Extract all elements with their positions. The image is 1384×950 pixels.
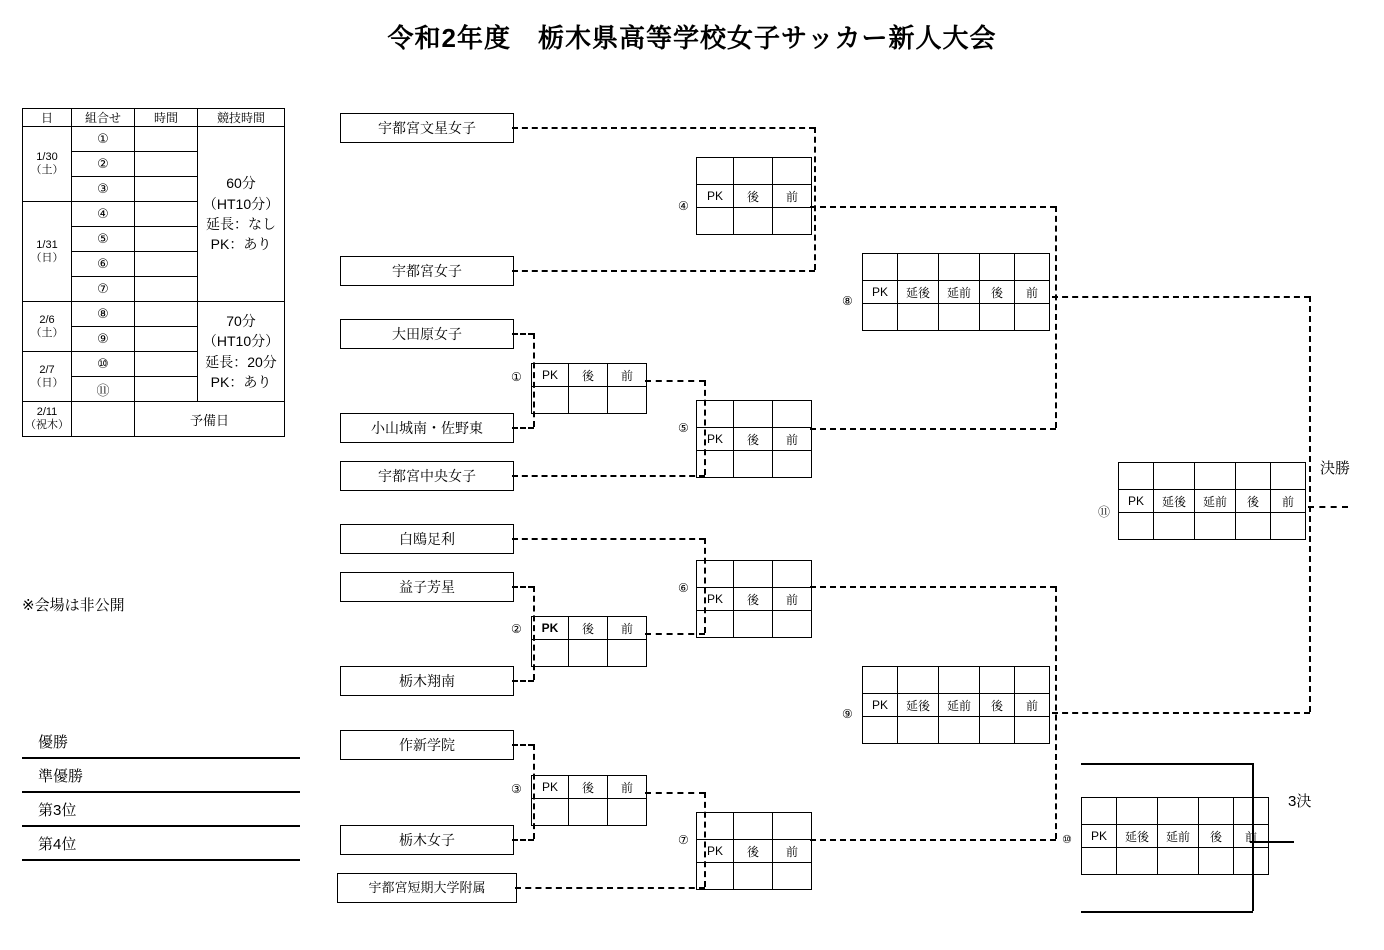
- cell-pk: PK: [1119, 490, 1154, 513]
- connector-line: [1309, 296, 1311, 712]
- cell-first-half: 前: [1015, 281, 1050, 304]
- cell-second-half: 後: [569, 776, 608, 799]
- connector-line: [512, 586, 534, 588]
- match-label-3: ③: [511, 782, 522, 796]
- cell-first-half: 前: [1234, 825, 1269, 848]
- third-place-label: 3決: [1288, 793, 1312, 810]
- cell-second-half: 後: [980, 281, 1015, 304]
- duration-cell-second: [198, 302, 285, 402]
- connector-line: [1308, 506, 1348, 508]
- connector-line: [512, 127, 815, 129]
- score-cell: [773, 611, 812, 638]
- score-cell: [773, 208, 812, 235]
- match-number-4: ④: [72, 202, 135, 227]
- connector-line: [810, 586, 1056, 588]
- score-cell: [532, 387, 569, 414]
- page-title: 令和2年度 栃木県高等学校女子サッカー新人大会: [387, 23, 997, 53]
- score-cell: [734, 208, 773, 235]
- connector-line: [645, 380, 705, 382]
- team-box-6: 白鴎足利: [340, 524, 514, 554]
- duration-line-4: PK：あり: [210, 373, 272, 390]
- duration-line-3: 延長：20分: [205, 353, 277, 370]
- match-time-3: [135, 177, 198, 202]
- date-line-1: 2/7: [39, 363, 55, 376]
- score-grid-11: [1118, 462, 1306, 540]
- score-cell: [1082, 798, 1117, 825]
- connector-line: [512, 270, 815, 272]
- score-cell: [898, 304, 939, 331]
- date-line-2: （日）: [30, 251, 64, 264]
- team-box-5: 宇都宮中央女子: [340, 461, 514, 491]
- score-cell: [608, 640, 647, 667]
- duration-cell-first: [198, 127, 285, 302]
- team-box-8: 栃木翔南: [340, 666, 514, 696]
- score-cell: [697, 611, 734, 638]
- score-cell: [1117, 798, 1158, 825]
- result-label-champion: 優勝: [38, 734, 69, 751]
- cell-second-half: 後: [980, 694, 1015, 717]
- match-time-7: [135, 277, 198, 302]
- cell-second-half: 後: [569, 617, 608, 640]
- schedule-table: [22, 108, 285, 437]
- score-cell: [532, 640, 569, 667]
- header-duration: 競技時間: [198, 109, 285, 127]
- score-cell: [898, 717, 939, 744]
- cell-et-first: 延前: [1195, 490, 1236, 513]
- cell-first-half: 前: [608, 617, 647, 640]
- score-cell: [697, 208, 734, 235]
- score-cell: [1236, 513, 1271, 540]
- cell-pk: PK: [697, 428, 734, 451]
- cell-et-first: 延前: [939, 281, 980, 304]
- cell-et-first: 延前: [1158, 825, 1199, 848]
- score-cell: [734, 158, 773, 185]
- team-box-1: 宇都宮文星女子: [340, 113, 514, 143]
- score-cell: [1119, 513, 1154, 540]
- cell-first-half: 前: [608, 364, 647, 387]
- score-cell: [1119, 463, 1154, 490]
- duration-line-2: （HT10分）: [202, 333, 280, 350]
- cell-pk: PK: [863, 694, 898, 717]
- team-box-3: 大田原女子: [340, 319, 514, 349]
- cell-first-half: 前: [773, 840, 812, 863]
- score-cell: [939, 254, 980, 281]
- connector-line: [645, 792, 705, 794]
- final-label: 決勝: [1320, 460, 1351, 477]
- cell-first-half: 前: [773, 428, 812, 451]
- score-cell: [1195, 513, 1236, 540]
- score-cell: [863, 254, 898, 281]
- list-item: [22, 759, 300, 793]
- score-cell: [980, 667, 1015, 694]
- score-cell: [697, 813, 734, 840]
- match-time-11: [135, 377, 198, 402]
- score-cell: [1154, 463, 1195, 490]
- cell-et-first: 延前: [939, 694, 980, 717]
- cell-pk: PK: [1082, 825, 1117, 848]
- cell-second-half: 後: [569, 364, 608, 387]
- date-cell-0207: [23, 352, 72, 402]
- score-cell: [773, 401, 812, 428]
- cell-second-half: 後: [734, 840, 773, 863]
- match-number-5: ⑤: [72, 227, 135, 252]
- match-label-8: ⑧: [842, 294, 853, 308]
- score-cell: [1271, 463, 1306, 490]
- cell-first-half: 前: [608, 776, 647, 799]
- score-grid-3: [531, 775, 647, 826]
- header-date: 日: [23, 109, 72, 127]
- score-cell: [980, 254, 1015, 281]
- match-label-10: ⑩: [1062, 834, 1072, 846]
- duration-line-3: 延長：なし: [206, 216, 276, 232]
- duration-line-1: 70分: [226, 312, 256, 329]
- score-cell: [863, 667, 898, 694]
- score-cell: [734, 813, 773, 840]
- match-number-7: ⑦: [72, 277, 135, 302]
- score-cell: [697, 561, 734, 588]
- match-label-2: ②: [511, 622, 522, 636]
- list-item: [22, 827, 300, 861]
- table-row-reserve: [23, 402, 285, 437]
- cell-pk: PK: [697, 840, 734, 863]
- score-cell: [734, 561, 773, 588]
- score-cell: [532, 799, 569, 826]
- score-grid-6: [696, 560, 812, 638]
- cell-pk: PK: [697, 185, 734, 208]
- connector-line: [810, 839, 1056, 841]
- score-cell: [734, 401, 773, 428]
- score-cell: [1015, 667, 1050, 694]
- connector-line: [512, 475, 705, 477]
- score-cell: [1199, 848, 1234, 875]
- date-cell-0206: [23, 302, 72, 352]
- score-cell: [939, 304, 980, 331]
- cell-pk: PK: [863, 281, 898, 304]
- cell-pk: PK: [532, 617, 569, 640]
- connector-line: [512, 333, 534, 335]
- connector-line: [515, 887, 705, 889]
- match-number-9: ⑨: [72, 327, 135, 352]
- score-grid-1: [531, 363, 647, 414]
- match-label-6: ⑥: [678, 581, 689, 595]
- match-number-1: ①: [72, 127, 135, 152]
- match-time-2: [135, 152, 198, 177]
- cell-pk: PK: [532, 364, 569, 387]
- date-line-1: 2/6: [39, 313, 55, 326]
- score-cell: [734, 451, 773, 478]
- match-label-1: ①: [511, 370, 522, 384]
- cell-second-half: 後: [1199, 825, 1234, 848]
- connector-line: [1052, 712, 1310, 714]
- connector-line: [512, 427, 534, 429]
- result-label-runnerup: 準優勝: [38, 768, 84, 785]
- score-cell: [697, 158, 734, 185]
- score-cell: [569, 799, 608, 826]
- score-cell: [1015, 254, 1050, 281]
- cell-et-second: 延後: [898, 694, 939, 717]
- score-cell: [898, 667, 939, 694]
- match-time-9: [135, 327, 198, 352]
- cell-pk: PK: [697, 588, 734, 611]
- score-cell: [980, 304, 1015, 331]
- connector-line: [814, 127, 816, 270]
- score-cell: [697, 863, 734, 890]
- cell-et-second: 延後: [1154, 490, 1195, 513]
- cell-first-half: 前: [1271, 490, 1306, 513]
- score-grid-5: [696, 400, 812, 478]
- match-number-10: ⑩: [72, 352, 135, 377]
- score-grid-2: [531, 616, 647, 667]
- score-cell: [734, 611, 773, 638]
- score-cell: [1236, 463, 1271, 490]
- connector-line: [1055, 206, 1057, 428]
- date-line-2: （土）: [30, 326, 64, 339]
- connector-line: [512, 744, 534, 746]
- score-cell: [608, 387, 647, 414]
- score-cell: [569, 387, 608, 414]
- score-cell: [1158, 798, 1199, 825]
- score-cell: [773, 158, 812, 185]
- duration-line-4: PK：あり: [210, 236, 272, 253]
- match-number-11: ⑪: [72, 377, 135, 402]
- score-grid-8: [862, 253, 1050, 331]
- date-cell-0130: [23, 127, 72, 202]
- match-time-1: [135, 127, 198, 152]
- score-cell: [980, 717, 1015, 744]
- header-time: 時間: [135, 109, 198, 127]
- list-item: [22, 793, 300, 827]
- connector-line: [512, 680, 534, 682]
- score-cell: [773, 561, 812, 588]
- duration-line-1: 60分: [226, 175, 256, 192]
- connector-line: [810, 206, 1056, 208]
- score-cell: [773, 863, 812, 890]
- score-cell: [1082, 848, 1117, 875]
- score-cell: [939, 717, 980, 744]
- connector-line: [1081, 911, 1253, 913]
- date-line-1: 1/31: [36, 238, 58, 251]
- date-cell-0211: [23, 402, 72, 437]
- score-cell: [1158, 848, 1199, 875]
- match-label-4: ④: [678, 199, 689, 213]
- date-line-2: （日）: [30, 376, 64, 389]
- score-cell: [773, 813, 812, 840]
- score-cell: [939, 667, 980, 694]
- match-label-7: ⑦: [678, 833, 689, 847]
- score-cell: [773, 451, 812, 478]
- list-item: [22, 725, 300, 759]
- match-number-3: ③: [72, 177, 135, 202]
- cell-second-half: 後: [734, 588, 773, 611]
- table-header-row: [23, 109, 285, 127]
- match-label-5: ⑤: [678, 421, 689, 435]
- connector-line: [1081, 763, 1253, 765]
- team-box-9: 作新学院: [340, 730, 514, 760]
- cell-second-half: 後: [1236, 490, 1271, 513]
- score-cell: [569, 640, 608, 667]
- date-cell-0131: [23, 202, 72, 302]
- connector-line: [1052, 296, 1310, 298]
- table-row: [23, 302, 285, 327]
- connector-line: [512, 538, 705, 540]
- result-label-fourth: 第4位: [38, 836, 77, 853]
- score-cell: [1154, 513, 1195, 540]
- venue-note: ※会場は非公開: [22, 597, 125, 614]
- reserve-match-cell: [72, 402, 135, 437]
- header-match: 組合せ: [72, 109, 135, 127]
- cell-first-half: 前: [773, 185, 812, 208]
- cell-pk: PK: [532, 776, 569, 799]
- cell-second-half: 後: [734, 428, 773, 451]
- match-time-4: [135, 202, 198, 227]
- team-box-4: 小山城南・佐野東: [340, 413, 514, 443]
- cell-first-half: 前: [773, 588, 812, 611]
- match-number-2: ②: [72, 152, 135, 177]
- result-label-third: 第3位: [38, 802, 77, 819]
- cell-second-half: 後: [734, 185, 773, 208]
- score-cell: [608, 799, 647, 826]
- score-cell: [1015, 304, 1050, 331]
- date-line-2: （祝木）: [25, 419, 69, 431]
- team-box-2: 宇都宮女子: [340, 256, 514, 286]
- score-cell: [1195, 463, 1236, 490]
- date-line-1: 2/11: [36, 406, 58, 419]
- match-label-11: ⑪: [1098, 505, 1111, 519]
- date-line-1: 1/30: [36, 151, 58, 164]
- reserve-day-label: 予備日: [135, 402, 285, 437]
- connector-line: [810, 428, 1056, 430]
- score-cell: [898, 254, 939, 281]
- team-box-11: 宇都宮短期大学附属: [337, 873, 517, 903]
- score-cell: [1234, 798, 1269, 825]
- match-time-8: [135, 302, 198, 327]
- score-cell: [863, 304, 898, 331]
- score-cell: [1199, 798, 1234, 825]
- match-time-10: [135, 352, 198, 377]
- cell-et-second: 延後: [898, 281, 939, 304]
- cell-et-second: 延後: [1117, 825, 1158, 848]
- score-grid-9: [862, 666, 1050, 744]
- match-number-8: ⑧: [72, 302, 135, 327]
- match-number-6: ⑥: [72, 252, 135, 277]
- score-cell: [697, 401, 734, 428]
- match-time-5: [135, 227, 198, 252]
- date-line-2: （土）: [30, 164, 64, 176]
- results-list: [22, 725, 300, 861]
- score-cell: [1271, 513, 1306, 540]
- score-grid-7: [696, 812, 812, 890]
- table-row: [23, 127, 285, 152]
- score-grid-10: [1081, 797, 1269, 875]
- team-box-10: 栃木女子: [340, 825, 514, 855]
- score-cell: [863, 717, 898, 744]
- match-time-6: [135, 252, 198, 277]
- match-label-9: ⑨: [842, 707, 853, 721]
- score-cell: [1015, 717, 1050, 744]
- duration-line-2: （HT10分）: [202, 195, 280, 212]
- score-cell: [697, 451, 734, 478]
- connector-line: [512, 839, 534, 841]
- team-box-7: 益子芳星: [340, 572, 514, 602]
- cell-first-half: 前: [1015, 694, 1050, 717]
- score-grid-4: [696, 157, 812, 235]
- score-cell: [734, 863, 773, 890]
- score-cell: [1117, 848, 1158, 875]
- score-cell: [1234, 848, 1269, 875]
